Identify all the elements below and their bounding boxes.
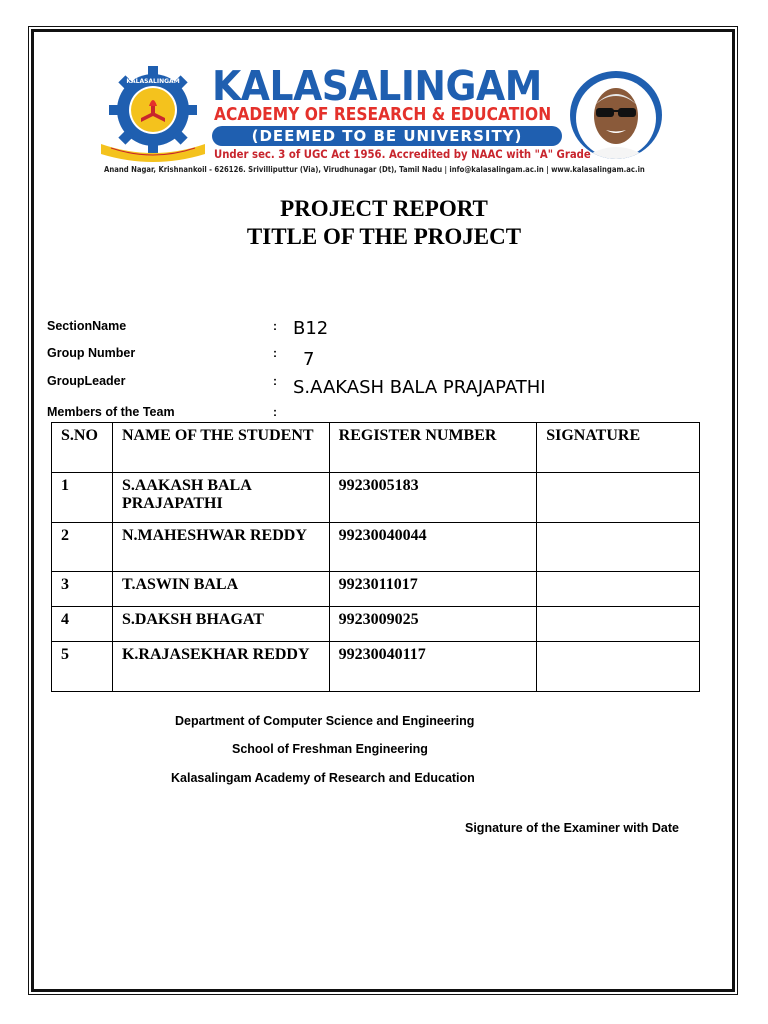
group-number-label: Group Number (47, 346, 136, 360)
section-colon: : (273, 319, 277, 333)
logo-ring-text: KALASALINGAM (126, 78, 180, 85)
header-signature: SIGNATURE (537, 423, 700, 473)
university-address: Anand Nagar, Krishnankoil - 626126. Srivilliputtur (Via), Virudhunagar (Dt), Tamil Nadu | info@kalasalingam.ac.in | www.kalasalingam.ac.in (104, 165, 645, 174)
report-title: PROJECT REPORT (280, 196, 488, 221)
university-emblem-logo (97, 66, 209, 166)
cell-register-number: 9923011017 (329, 572, 537, 607)
table-header-row (52, 423, 700, 473)
cell-student-name: S.AAKASH BALA PRAJAPATHI (112, 473, 329, 523)
founder-portrait-image (568, 70, 664, 160)
cell-register-number: 9923009025 (329, 607, 537, 642)
accreditation-text: Under sec. 3 of UGC Act 1956. Accredited by NAAC with "A" Grade (214, 147, 591, 161)
header-sno: S.NO (52, 423, 113, 473)
table-row (52, 523, 700, 572)
members-label: Members of the Team (47, 405, 175, 419)
members-table (51, 422, 700, 692)
examiner-signature-label: Signature of the Examiner with Date (465, 821, 679, 835)
cell-sno: 2 (52, 523, 113, 572)
section-name-label: SectionName (47, 319, 127, 333)
group-number-value: 7 (303, 349, 315, 370)
cell-sno: 1 (52, 473, 113, 523)
cell-register-number: 99230040117 (329, 642, 537, 692)
leader-colon: : (273, 374, 277, 388)
cell-signature (537, 473, 700, 523)
header-student-name: NAME OF THE STUDENT (112, 423, 329, 473)
group-leader-label: GroupLeader (47, 374, 126, 388)
deemed-university-banner: (DEEMED TO BE UNIVERSITY) (212, 126, 562, 146)
group-colon: : (273, 346, 277, 360)
cell-sno: 4 (52, 607, 113, 642)
cell-signature (537, 572, 700, 607)
table-row (52, 607, 700, 642)
department-name: Department of Computer Science and Engineering (175, 714, 475, 728)
cell-register-number: 9923005183 (329, 473, 537, 523)
university-name: KALASALINGAM (212, 62, 542, 110)
cell-student-name: K.RAJASEKHAR REDDY (112, 642, 329, 692)
cell-register-number: 99230040044 (329, 523, 537, 572)
table-row (52, 642, 700, 692)
cell-signature (537, 607, 700, 642)
members-colon: : (273, 405, 277, 419)
institution-name: Kalasalingam Academy of Research and Education (171, 771, 475, 785)
cell-student-name: T.ASWIN BALA (112, 572, 329, 607)
project-title: TITLE OF THE PROJECT (246, 224, 522, 249)
cell-student-name: N.MAHESHWAR REDDY (112, 523, 329, 572)
cell-sno: 5 (52, 642, 113, 692)
school-name: School of Freshman Engineering (232, 742, 428, 756)
cell-student-name: S.DAKSH BHAGAT (112, 607, 329, 642)
section-name-value: B12 (293, 318, 329, 339)
university-subtitle: ACADEMY OF RESEARCH & EDUCATION (214, 104, 552, 125)
table-row (52, 473, 700, 523)
cell-signature (537, 523, 700, 572)
header-register-number: REGISTER NUMBER (329, 423, 537, 473)
table-row (52, 572, 700, 607)
cell-signature (537, 642, 700, 692)
group-leader-value: S.AAKASH BALA PRAJAPATHI (293, 377, 546, 398)
cell-sno: 3 (52, 572, 113, 607)
